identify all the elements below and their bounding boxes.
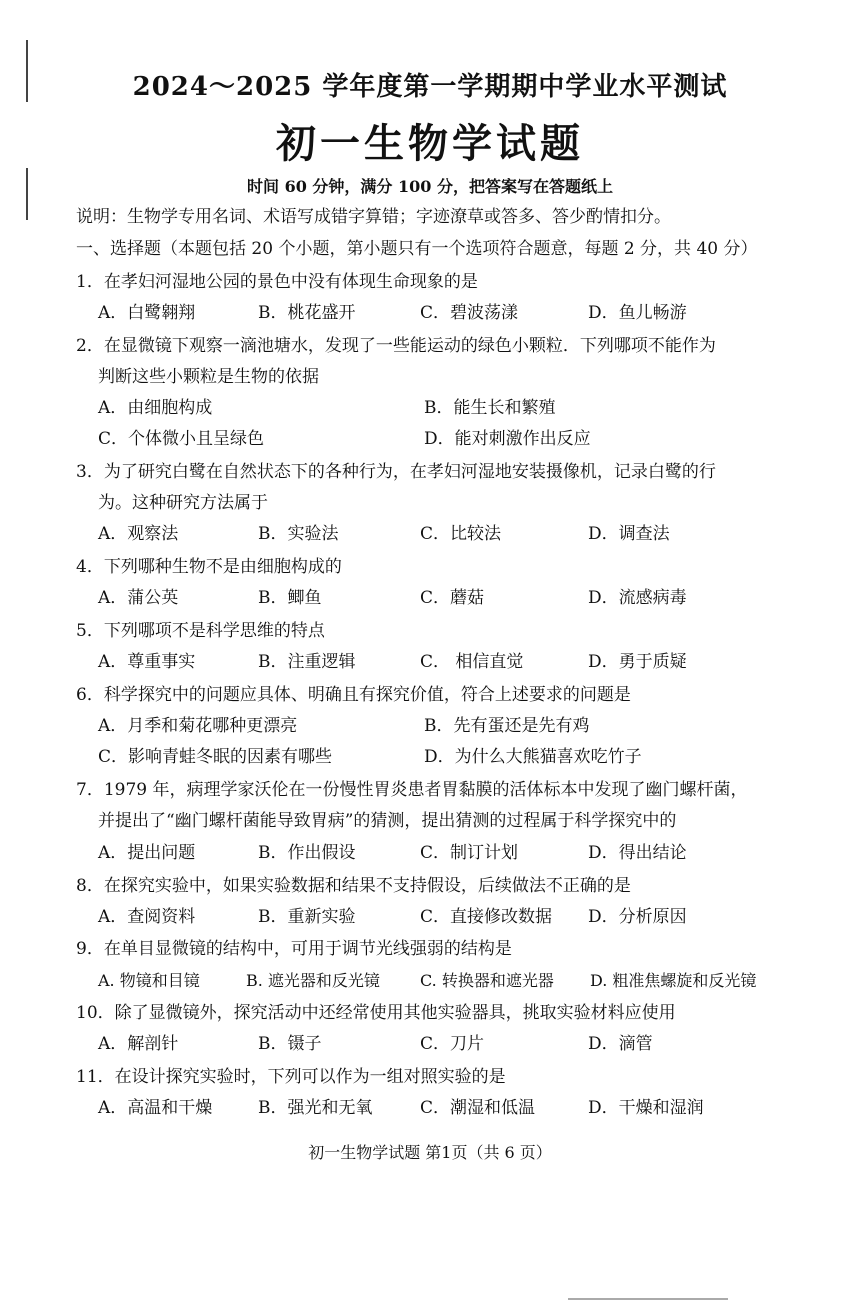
question-stem: 8．在探究实验中，如果实验数据和结果不支持假设，后续做法不正确的是 <box>76 876 631 896</box>
question-stem: 6．科学探究中的问题应具体、明确且有探究价值，符合上述要求的问题是 <box>76 685 631 705</box>
option: B．实验法 <box>258 524 339 544</box>
exam-info: 时间 60 分钟，满分 100 分，把答案写在答题纸上 <box>247 177 613 196</box>
option: A．白鹭翱翔 <box>98 303 196 323</box>
instructions-note: 说明：生物学专用名词、术语写成错字算错；字迹潦草或答多、答少酌情扣分。 <box>76 207 671 227</box>
option: D．干燥和湿润 <box>588 1098 704 1118</box>
option: D. 粗准焦螺旋和反光镜 <box>590 971 757 990</box>
option: A．由细胞构成 <box>98 398 213 418</box>
option: A．尊重事实 <box>98 652 196 672</box>
option: D．调查法 <box>588 524 670 544</box>
question-stem: 9．在单目显微镜的结构中，可用于调节光线强弱的结构是 <box>76 939 512 959</box>
option: A．高温和干燥 <box>98 1098 213 1118</box>
option: C．刀片 <box>420 1034 485 1054</box>
question-stem: 10．除了显微镜外，探究活动中还经常使用其他实验器具，挑取实验材料应使用 <box>76 1003 676 1023</box>
option: C．比较法 <box>420 524 502 544</box>
option: D．分析原因 <box>588 907 687 927</box>
option: D．得出结论 <box>588 843 687 863</box>
question-stem: 3．为了研究白鹭在自然状态下的各种行为，在孝妇河湿地安装摄像机，记录白鹭的行 <box>76 462 716 482</box>
scan-mark <box>568 1298 728 1300</box>
option: B．重新实验 <box>258 907 356 927</box>
option: D．流感病毒 <box>588 588 687 608</box>
option: B．镊子 <box>258 1034 322 1054</box>
option: D．能对刺激作出反应 <box>424 429 591 449</box>
question-stem: 2．在显微镜下观察一滴池塘水，发现了一些能运动的绿色小颗粒．下列哪项不能作为 <box>76 336 716 356</box>
option: C．潮湿和低温 <box>420 1098 536 1118</box>
option: B．鲫鱼 <box>258 588 322 608</box>
option: A．提出问题 <box>98 843 196 863</box>
option: C. 转换器和遮光器 <box>420 971 554 990</box>
option: D．鱼儿畅游 <box>588 303 687 323</box>
question-stem-cont: 判断这些小颗粒是生物的依据 <box>98 367 319 387</box>
option: B．能生长和繁殖 <box>424 398 556 418</box>
page-footer: 初一生物学试题 第1页（共 6 页） <box>308 1143 552 1162</box>
section-heading: 一、选择题（本题包括 20 个小题，第小题只有一个选项符合题意，每题 2 分，共 40 分） <box>76 239 758 259</box>
option: D．滴管 <box>588 1034 653 1054</box>
option: C．个体微小且呈绿色 <box>98 429 265 449</box>
question-stem: 1．在孝妇河湿地公园的景色中没有体现生命现象的是 <box>76 272 478 292</box>
option: B．注重逻辑 <box>258 652 356 672</box>
question-stem: 5．下列哪项不是科学思维的特点 <box>76 621 325 641</box>
question-stem: 4．下列哪种生物不是由细胞构成的 <box>76 557 342 577</box>
option: D．勇于质疑 <box>588 652 687 672</box>
option: A．观察法 <box>98 524 179 544</box>
option: A．蒲公英 <box>98 588 179 608</box>
option: A．月季和菊花哪种更漂亮 <box>98 716 298 736</box>
question-stem: 7．1979 年，病理学家沃伦在一份慢性胃炎患者胃黏膜的活体标本中发现了幽门螺杆菌， <box>76 780 748 800</box>
option: C．影响青蛙冬眠的因素有哪些 <box>98 747 333 767</box>
option: C．直接修改数据 <box>420 907 553 927</box>
question-stem-cont: 并提出了“幽门螺杆菌能导致胃病”的猜测，提出猜测的过程属于科学探究中的 <box>98 811 677 831</box>
option: C． 相信直觉 <box>420 652 524 672</box>
option: A．解剖针 <box>98 1034 179 1054</box>
option: A. 物镜和目镜 <box>98 971 200 990</box>
option: A．查阅资料 <box>98 907 196 927</box>
subject-title: 初一生物学试题 <box>276 121 584 167</box>
option: B．桃花盛开 <box>258 303 356 323</box>
option: B．强光和无氧 <box>258 1098 373 1118</box>
option: C．制订计划 <box>420 843 519 863</box>
question-stem: 11．在设计探究实验时，下列可以作为一组对照实验的是 <box>76 1067 506 1087</box>
option: B. 遮光器和反光镜 <box>246 971 380 990</box>
option: D．为什么大熊猫喜欢吃竹子 <box>424 747 642 767</box>
option: B．作出假设 <box>258 843 356 863</box>
option: C．碧波荡漾 <box>420 303 519 323</box>
option: B．先有蛋还是先有鸡 <box>424 716 590 736</box>
exam-title: 2024～2025 学年度第一学期期中学业水平测试 <box>132 72 728 102</box>
question-stem-cont: 为。这种研究方法属于 <box>98 493 268 513</box>
option: C．蘑菇 <box>420 588 485 608</box>
